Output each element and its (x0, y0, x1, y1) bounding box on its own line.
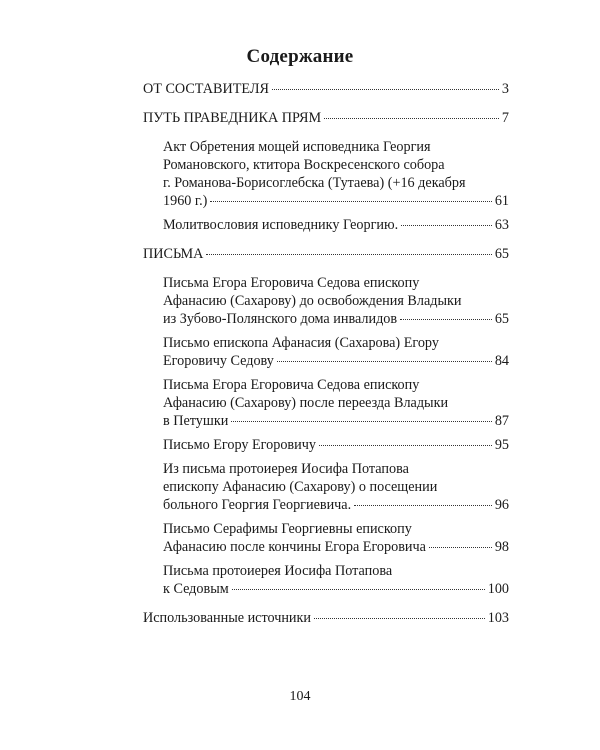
dot-leader (319, 445, 492, 446)
toc-entry-line: Романовского, ктитора Воскресенского собора (163, 157, 445, 173)
toc-entry-line: Из письма протоиерея Иосифа Потапова (163, 461, 409, 477)
toc-entry-line: Афанасию после кончины Егора Егоровича (163, 539, 426, 555)
toc-page-number: 7 (501, 110, 509, 126)
toc-entry-line: из Зубово-Полянского дома инвалидов (163, 311, 398, 327)
toc-entry-line: Письмо епископа Афанасия (Сахарова) Егору (163, 335, 439, 351)
table-of-contents (143, 80, 509, 627)
toc-page-number: 103 (487, 610, 509, 626)
dot-leader (354, 505, 492, 506)
dot-leader (231, 421, 492, 422)
toc-entry (143, 376, 509, 430)
toc-entry-line: Молитвословия исповеднику Георгию. (163, 217, 399, 233)
page-number: 104 (289, 689, 311, 704)
toc-entry (143, 109, 509, 127)
dot-leader (206, 254, 491, 255)
toc-entry-line: Использованные источники (143, 610, 312, 626)
toc-entry-line: ПИСЬМА (143, 246, 204, 262)
toc-entry-line: ПУТЬ ПРАВЕДНИКА ПРЯМ (143, 110, 322, 126)
toc-entry (143, 562, 509, 598)
toc-entry-line: Письмо Егору Егоровичу (163, 437, 316, 453)
toc-entry (143, 80, 509, 98)
toc-entry-line: в Петушки (163, 413, 229, 429)
toc-page-number: 65 (494, 246, 509, 262)
toc-entry-line: Акт Обретения мощей исповедника Георгия (163, 139, 431, 155)
dot-leader (429, 547, 492, 548)
toc-page-number: 87 (494, 413, 509, 429)
dot-leader (232, 589, 485, 590)
toc-page-number: 63 (494, 217, 509, 233)
toc-entry-line: Письмо Серафимы Георгиевны епископу (163, 521, 412, 537)
dot-leader (401, 225, 492, 226)
toc-entry-line: ОТ СОСТАВИТЕЛЯ (143, 81, 269, 97)
toc-page-number: 100 (487, 581, 509, 597)
dot-leader (277, 361, 492, 362)
toc-page-number: 98 (494, 539, 509, 555)
toc-page-number: 61 (494, 193, 509, 209)
dot-leader (272, 89, 499, 90)
page-title: Содержание (246, 46, 354, 67)
toc-entry (143, 520, 509, 556)
toc-entry (143, 334, 509, 370)
toc-entry (143, 460, 509, 514)
toc-entry-line: к Седовым (163, 581, 229, 597)
dot-leader (400, 319, 492, 320)
toc-entry (143, 436, 509, 454)
toc-entry-line: епископу Афанасию (Сахарову) о посещении (163, 479, 438, 495)
toc-entry-line: Письма Егора Егоровича Седова епископу (163, 275, 420, 291)
toc-entry (143, 216, 509, 234)
toc-entry-line: Письма протоиерея Иосифа Потапова (163, 563, 393, 579)
toc-page-number: 3 (501, 81, 509, 97)
toc-page-number: 65 (494, 311, 509, 327)
toc-entry-line: Егоровичу Седову (163, 353, 274, 369)
toc-entry-line: Афанасию (Сахарову) после переезда Владыки (163, 395, 449, 411)
toc-entry-line: 1960 г.) (163, 193, 208, 209)
toc-entry-line: Письма Егора Егоровича Седова епископу (163, 377, 420, 393)
toc-entry (143, 609, 509, 627)
toc-entry (143, 274, 509, 328)
dot-leader (210, 201, 491, 202)
toc-entry (143, 245, 509, 263)
dot-leader (314, 618, 485, 619)
toc-entry-line: г. Романова-Борисоглебска (Тутаева) (+16 декабря (163, 175, 466, 191)
toc-page-number: 95 (494, 437, 509, 453)
toc-entry-line: больного Георгия Георгиевича. (163, 497, 352, 513)
dot-leader (324, 118, 499, 119)
toc-page-number: 84 (494, 353, 509, 369)
toc-entry (143, 138, 509, 210)
toc-entry-line: Афанасию (Сахарову) до освобождения Владыки (163, 293, 462, 309)
toc-page-number: 96 (494, 497, 509, 513)
